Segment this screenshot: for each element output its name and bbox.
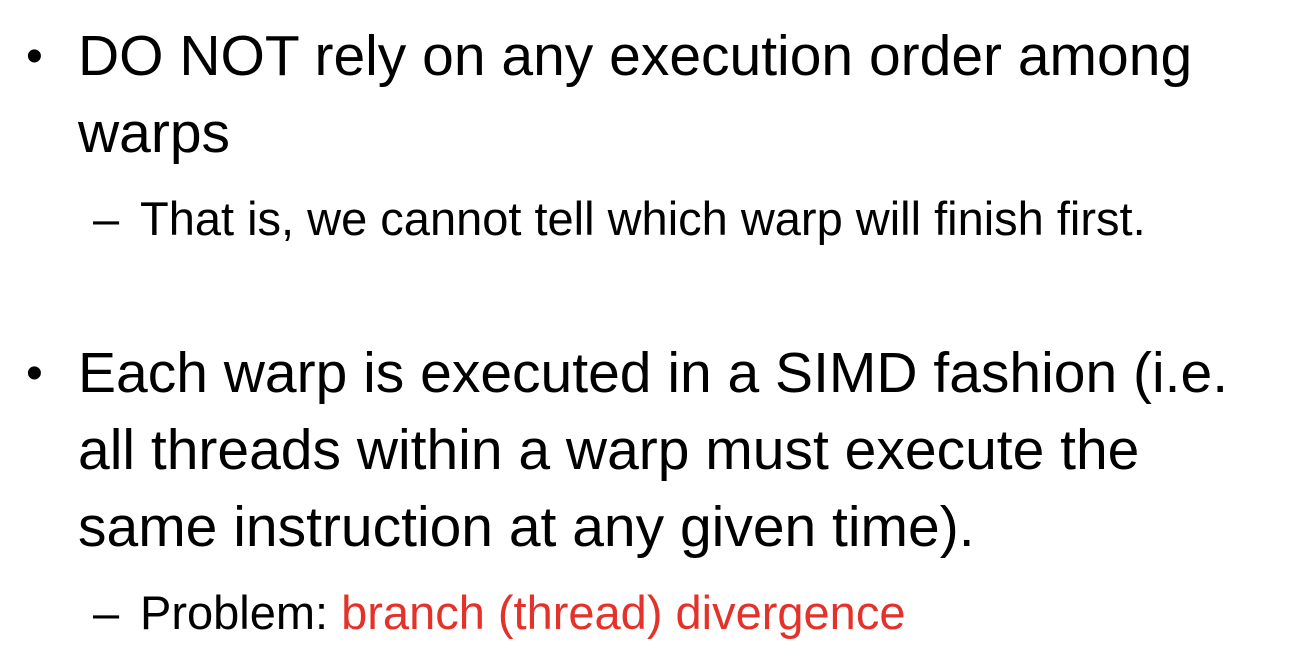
- sub-bullet-text: That is, we cannot tell which warp will finish first.: [140, 192, 1146, 245]
- dash-marker: –: [93, 192, 120, 245]
- dash-marker: –: [93, 586, 120, 639]
- bullet-item-1: [26, 18, 1293, 172]
- bullet-marker: •: [26, 30, 43, 83]
- bullet-text: DO NOT rely on any execution order among warps: [78, 24, 1193, 165]
- bullet-text: Each warp is executed in a SIMD fashion (i.e. all threads within a warp must execute the same instruction at any given time).: [78, 341, 1229, 559]
- problem-label: Problem:: [140, 586, 342, 639]
- bullet-item-2: [26, 335, 1293, 566]
- bullet-marker: •: [26, 347, 43, 400]
- sub-bullet-item-1: [93, 186, 1260, 252]
- divergence-highlight: branch (thread) divergence: [341, 586, 906, 639]
- sub-bullet-item-2: [93, 580, 1260, 646]
